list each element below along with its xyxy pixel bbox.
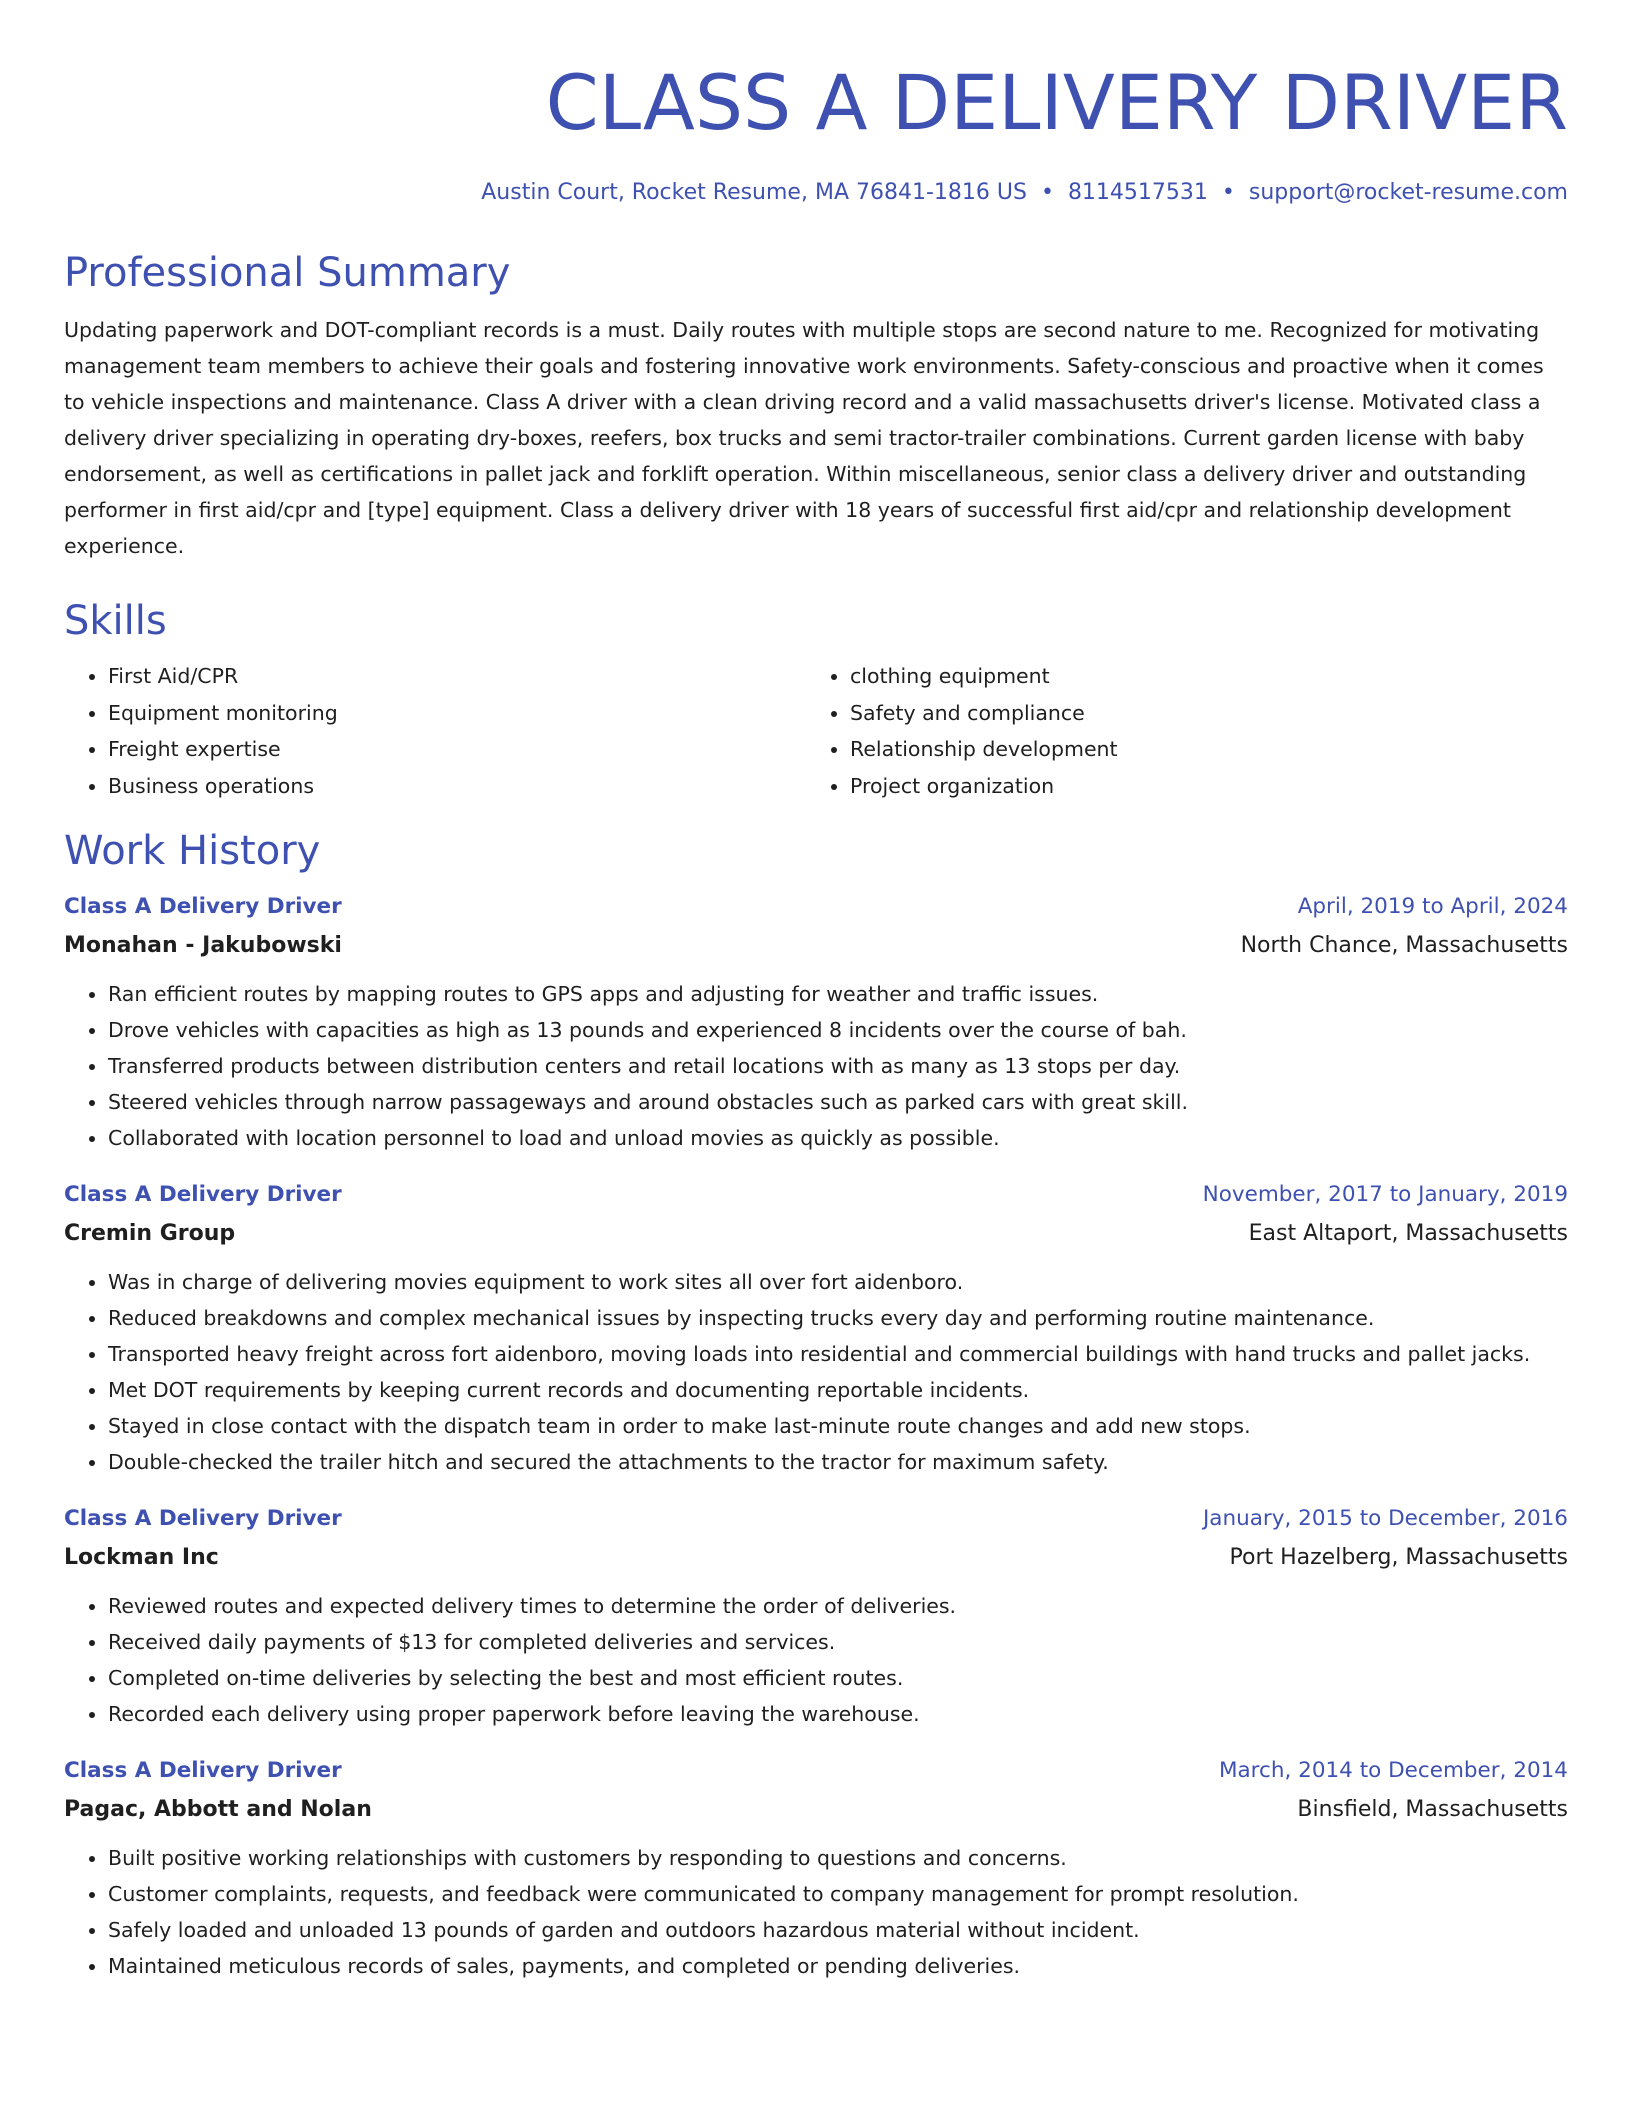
skill-item: • Freight expertise [108, 731, 806, 768]
skills-list [64, 658, 1568, 804]
skill-item: • clothing equipment [850, 658, 1568, 695]
job-bullet: • Reviewed routes and expected delivery times to determine the order of deliveries. [108, 1588, 1568, 1624]
job-bullet: • Drove vehicles with capacities as high as 13 pounds and experienced 8 incidents over the course of bah. [108, 1012, 1568, 1048]
job-location: East Altaport, Massachusetts [1248, 1221, 1568, 1246]
skills-section-title: Skills [64, 598, 167, 644]
job-title: Class A Delivery Driver [64, 894, 342, 919]
job-bullet: • Completed on-time deliveries by selecting the best and most efficient routes. [108, 1660, 1568, 1696]
skill-item: • Safety and compliance [850, 695, 1568, 732]
job-bullet: • Transferred products between distribution centers and retail locations with as many as 13 stops per day. [108, 1048, 1568, 1084]
job-bullets [64, 976, 1568, 1156]
job-dates: November, 2017 to January, 2019 [1202, 1182, 1568, 1207]
job-bullet: • Was in charge of delivering movies equipment to work sites all over fort aidenboro. [108, 1264, 1568, 1300]
contact-phone: 8114517531 [1067, 180, 1208, 205]
job-location: Port Hazelberg, Massachusetts [1229, 1545, 1568, 1570]
job-bullet: • Stayed in close contact with the dispatch team in order to make last-minute route changes and add new stops. [108, 1408, 1568, 1444]
job-location: Binsfield, Massachusetts [1297, 1797, 1568, 1822]
job-entry [64, 888, 1568, 1156]
contact-address: Austin Court, Rocket Resume, MA 76841-1816 US [481, 180, 1027, 205]
job-title: Class A Delivery Driver [64, 1506, 342, 1531]
job-bullets [64, 1840, 1568, 1984]
job-dates: January, 2015 to December, 2016 [1202, 1506, 1568, 1531]
resume-name-heading: CLASS A DELIVERY DRIVER [545, 58, 1568, 147]
job-bullets [64, 1588, 1568, 1732]
job-bullet: • Transported heavy freight across fort aidenboro, moving loads into residential and commercial buildings with hand trucks and pallet jacks. [108, 1336, 1568, 1372]
job-bullet: • Ran efficient routes by mapping routes to GPS apps and adjusting for weather and traffic issues. [108, 976, 1568, 1012]
summary-section-title: Professional Summary [64, 250, 511, 296]
job-company: Lockman Inc [64, 1545, 219, 1570]
skill-item: • Equipment monitoring [108, 695, 806, 732]
job-bullet: • Collaborated with location personnel to load and unload movies as quickly as possible. [108, 1120, 1568, 1156]
skill-item: • Relationship development [850, 731, 1568, 768]
skill-item: • Project organization [850, 768, 1568, 805]
job-bullet: • Maintained meticulous records of sales, payments, and completed or pending deliveries. [108, 1948, 1568, 1984]
job-bullet: • Recorded each delivery using proper paperwork before leaving the warehouse. [108, 1696, 1568, 1732]
skill-item: • Business operations [108, 768, 806, 805]
summary-text: Updating paperwork and DOT-compliant records is a must. Daily routes with multiple stops are second nature to me. Recognized for motivating management team members to achieve their goals and fostering innovative work environments. Safety-conscious and proactive when it comes to vehicle inspections and maintenance. Class A driver with a clean driving record and a valid massachusetts driver's license. Motivated class a delivery driver specializing in operating dry-boxes, reefers, box trucks and semi tractor-trailer combinations. Current garden license with baby endorsement, as well as certifications in pallet jack and forklift operation. Within miscellaneous, senior class a delivery driver and outstanding performer in first aid/cpr and [type] equipment. Class a delivery driver with 18 years of successful first aid/cpr and relationship development experience. [64, 318, 1544, 558]
job-company: Cremin Group [64, 1221, 236, 1246]
contact-email[interactable]: support@rocket-resume.com [1248, 180, 1568, 205]
job-bullet: • Customer complaints, requests, and feedback were communicated to company management for prompt resolution. [108, 1876, 1568, 1912]
skill-item: • First Aid/CPR [108, 658, 806, 695]
contact-separator: • [1221, 180, 1235, 205]
job-entry [64, 1500, 1568, 1732]
skills-column-right [806, 658, 1568, 804]
contact-separator: • [1040, 180, 1054, 205]
job-bullet: • Built positive working relationships with customers by responding to questions and concerns. [108, 1840, 1568, 1876]
job-entry [64, 1752, 1568, 1984]
job-bullet: • Safely loaded and unloaded 13 pounds of garden and outdoors hazardous material without incident. [108, 1912, 1568, 1948]
job-bullet: • Steered vehicles through narrow passageways and around obstacles such as parked cars with great skill. [108, 1084, 1568, 1120]
contact-line [64, 178, 1568, 208]
job-title: Class A Delivery Driver [64, 1182, 342, 1207]
work-history-section-title: Work History [64, 828, 321, 874]
job-location: North Chance, Massachusetts [1240, 933, 1568, 958]
job-company: Pagac, Abbott and Nolan [64, 1797, 372, 1822]
job-bullets [64, 1264, 1568, 1480]
job-dates: April, 2019 to April, 2024 [1297, 894, 1568, 919]
job-bullet: • Met DOT requirements by keeping current records and documenting reportable incidents. [108, 1372, 1568, 1408]
job-bullet: • Received daily payments of $13 for completed deliveries and services. [108, 1624, 1568, 1660]
work-history-list [64, 888, 1568, 1984]
job-title: Class A Delivery Driver [64, 1758, 342, 1783]
job-bullet: • Double-checked the trailer hitch and secured the attachments to the tractor for maximum safety. [108, 1444, 1568, 1480]
skills-column-left [64, 658, 806, 804]
resume-page [64, 0, 1568, 1984]
job-dates: March, 2014 to December, 2014 [1218, 1758, 1568, 1783]
job-company: Monahan - Jakubowski [64, 933, 342, 958]
job-bullet: • Reduced breakdowns and complex mechanical issues by inspecting trucks every day and performing routine maintenance. [108, 1300, 1568, 1336]
job-entry [64, 1176, 1568, 1480]
